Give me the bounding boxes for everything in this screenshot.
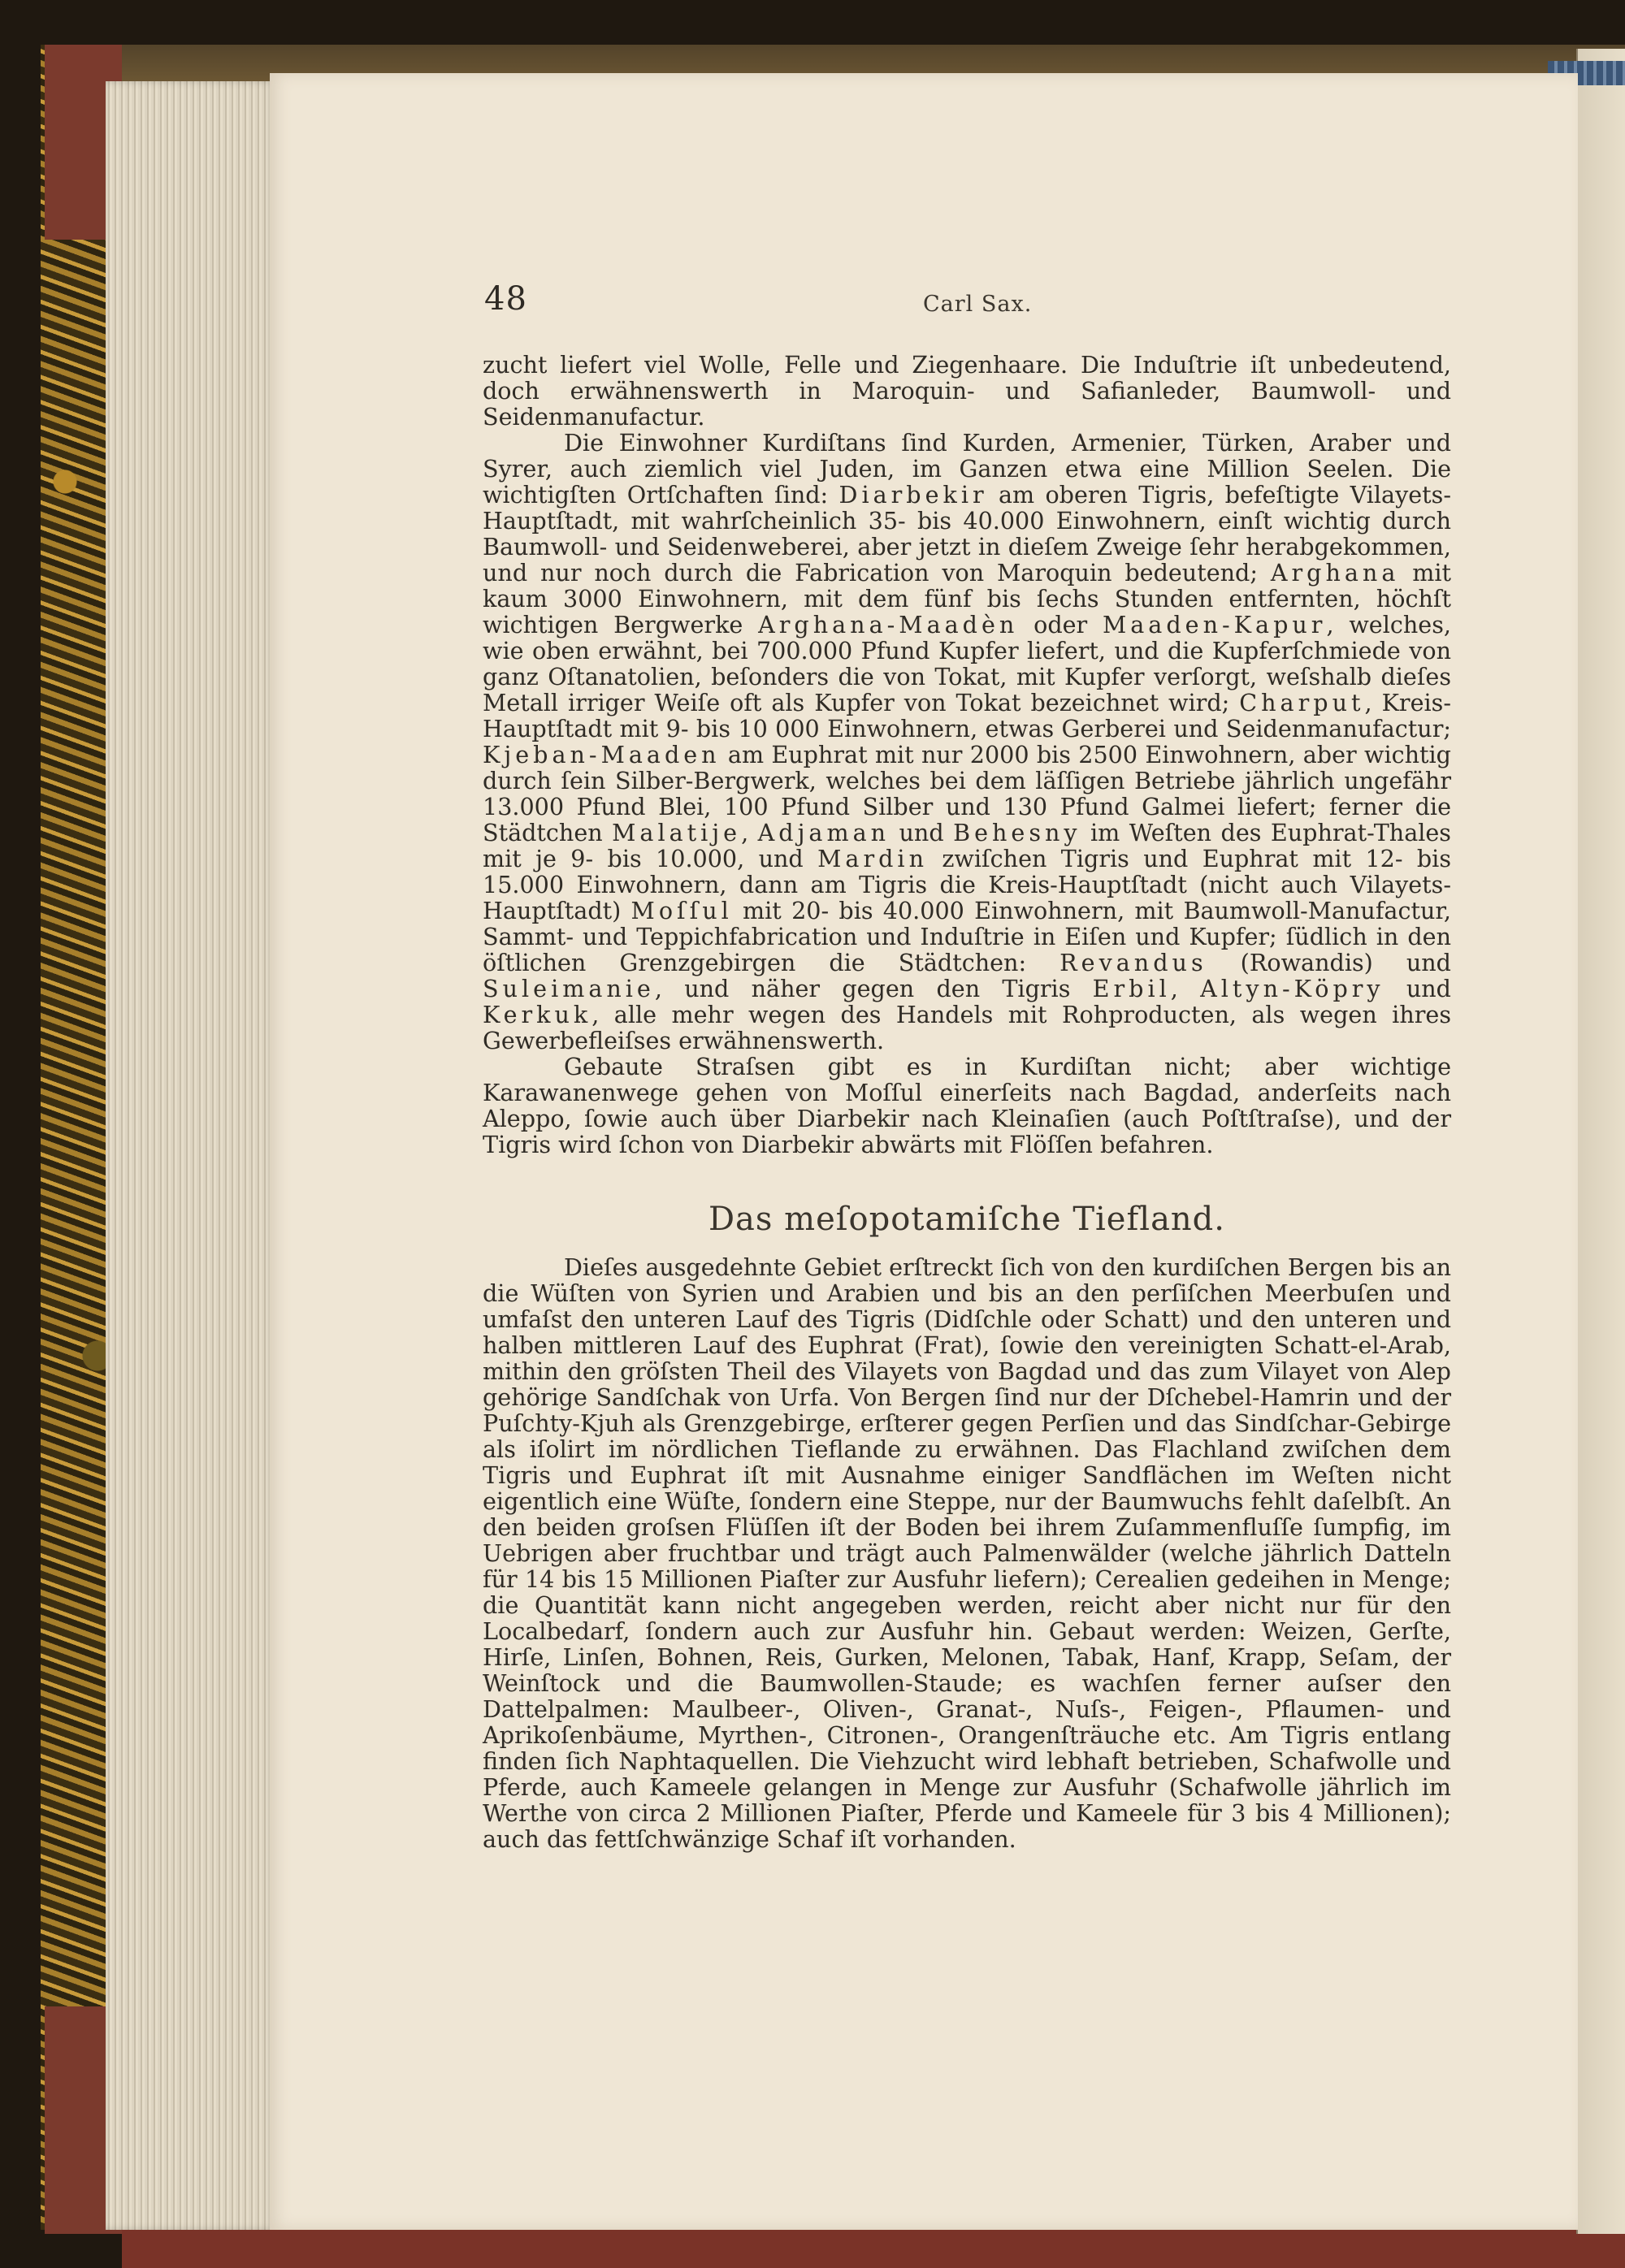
cover-edge-bottom (122, 2226, 1625, 2268)
text-run: (Rowandis) und (1207, 949, 1451, 976)
text-run: mit 20- bis 40.000 Einwohnern, mit Baumwoll-Manufactur, Sammt- und Teppichfabrication und Induſtrie in Eiſen und Kupfer; ſüdlich in den öſtlichen Grenzgebirgen die Städtchen: (483, 897, 1451, 976)
place-name: Kerkuk (483, 1001, 592, 1028)
page-header (484, 280, 1464, 321)
text-run: , und näher gegen den Tigris (654, 975, 1093, 1002)
place-name: Suleimanie (483, 975, 655, 1002)
place-name: Moſſul (630, 897, 733, 924)
paragraph (483, 1254, 1451, 1852)
text-run: zucht liefert viel Wolle, Felle und Ziegenhaare. Die Induſtrie iſt unbedeutend, doch erwähnenswerth in Maroquin- und Safianleder, Baumwoll- und Seidenmanufactur. (483, 351, 1451, 431)
text-run: mit kaum 3000 Einwohnern, mit dem fünf bis ſechs Stunden entfernten, höchſt wichtigen Bergwerke (483, 559, 1452, 638)
text-run: oder (1018, 611, 1103, 638)
running-head: Carl Sax. (923, 292, 1033, 317)
text-run: Die Einwohner Kurdiſtans ſind Kurden, Armenier, Türken, Araber und Syrer, auch ziemlich viel Juden, im Ganzen etwa eine Million Seelen. Die wichtigſten Ortſchaften ſind: (483, 429, 1451, 509)
page-number: 48 (484, 280, 527, 318)
facing-page-edge (1576, 49, 1625, 2234)
place-name: Maaden-Kapur (1102, 611, 1327, 638)
text-run: Dieſes ausgedehnte Gebiet erſtreckt ſich von den kurdiſchen Bergen bis an die Wüſten von Syrien und Arabien und bis an den perſiſchen Meerbuſen und umfaſst den unteren Lauf des Tigris (Didſchle oder Schatt) und den unteren und halben mittleren Lauf des Euphrat (Frat), ſowie den vereinigten Schatt-el-Arab, mithin den gröſsten Theil des Vilayets von Bagdad und das zum Vilayet von Alep gehörige Sandſchak von Urfa. Von Bergen ſind nur der Dſchebel-Hamrin und der Puſchty-Kjuh als Grenzgebirge, erſterer gegen Perſien und das Sindſchar-Gebirge als iſolirt im nördlichen Tieflande zu erwähnen. Das Flachland zwiſchen dem Tigris und Euphrat iſt mit Ausnahme einiger Sandflächen im Weſten nicht eigentlich eine Wüſte, ſondern eine Steppe, nur der Baumwuchs fehlt daſelbſt. An den beiden groſsen Flüſſen iſt der Boden bei ihrem Zuſammenfluſſe ſumpfig, im Uebrigen aber fruchtbar und trägt auch Palmenwälder (welche jährlich Datteln für 14 bis 15 Millionen Piaſter zur Ausfuhr liefern); Cerealien gedeihen in Menge; die Quantität kann nicht angegeben werden, reicht aber nicht nur für den Localbedarf, ſondern auch zur Ausfuhr hin. Gebaut werden: Weizen, Gerſte, Hirſe, Linſen, Bohnen, Reis, Gurken, Melonen, Tabak, Hanf, Krapp, Seſam, der Weinſtock und die Baumwollen-Staude; es wachſen ferner auſser den Dattelpalmen: Maulbeer-, Oliven-, Granat-, Nuſs-, Feigen-, Pflaumen- und Aprikoſenbäume, Myrthen-, Citronen-, Orangenſträuche etc. Am Tigris entlang finden ſich Naphtaquellen. Die Viehzucht wird lebhaft betrieben, Schafwolle und Pferde, auch Kameele gelangen in Menge zur Ausfuhr (Schafwolle jährlich im Werthe von circa 2 Millionen Piaſter, Pferde und Kameele für 3 bis 4 Millionen); auch das fettſchwänzige Schaf iſt vorhanden. (483, 1253, 1451, 1853)
place-name: Mardin (817, 845, 928, 872)
place-name: Kjeban-Maaden (483, 741, 721, 768)
text-run: und (1384, 975, 1451, 1002)
text-run: , alle mehr wegen des Handels mit Rohproducten, als wegen ihres Gewerbefleiſses erwähnenswerth. (483, 1001, 1451, 1054)
text-run: , Kreis-Hauptſtadt mit 9- bis 10 000 Einwohnern, etwas Gerberei und Seidenmanufactur; (483, 689, 1451, 742)
page-stack-edge (106, 81, 276, 2230)
place-name: Diarbekir (838, 481, 988, 509)
place-name: Erbil (1092, 975, 1171, 1002)
text-run: im Weſten des Euphrat-Thales mit je 9- bis 10.000, und (483, 819, 1451, 872)
text-run: am oberen Tigris, befeſtigte Vilayets-Hauptſtadt, mit wahrſcheinlich 35- bis 40.000 Einwohnern, einſt wichtig durch Baumwoll- und Seidenweberei, aber jetzt in dieſem Zweige ſehr herabgekommen, und nur noch durch die Fabrication von Maroquin bedeutend; (483, 481, 1452, 586)
paragraph (483, 352, 1451, 430)
text-run: und (890, 819, 954, 846)
section-mesopotamia-text (483, 1254, 1451, 1852)
text-run: , (1170, 975, 1201, 1002)
paragraph (483, 430, 1451, 1054)
place-name: Charput (1239, 689, 1365, 716)
place-name: Revandus (1060, 949, 1207, 976)
place-name: Arghana (1270, 559, 1400, 586)
place-name: Altyn-Köpry (1200, 975, 1384, 1002)
section-heading: Das meſopotamiſche Tiefland. (708, 1201, 1225, 1238)
text-run: zwiſchen Tigris und Euphrat mit 12- bis 15.000 Einwohnern, dann am Tigris die Kreis-Hauptſtadt (nicht auch Vilayets-Hauptſtadt) (483, 845, 1452, 924)
text-run: , (741, 819, 758, 846)
text-run: am Euphrat mit nur 2000 bis 2500 Einwohnern, aber wichtig durch ſein Silber-Bergwerk, welches bei dem läſſigen Betriebe jährlich ungefähr 13.000 Pfund Blei, 100 Pfund Silber und 130 Pfund Galmei liefert; ferner die Städtchen (483, 741, 1451, 846)
text-run: , welches, wie oben erwähnt, bei 700.000 Pfund Kupfer liefert, und die Kupferſchmiede von ganz Oſtanatolien, beſonders die von Tokat, mit Kupfer verſorgt, weſshalb dieſes Metall irriger Weiſe oft als Kupfer von Tokat bezeichnet wird; (483, 611, 1451, 716)
paragraph (483, 1054, 1451, 1158)
place-name: Behesny (953, 819, 1081, 846)
place-name: Arghana-Maadèn (758, 611, 1019, 638)
place-name: Adjaman (757, 819, 890, 846)
section-kurdistan-text (483, 352, 1451, 1158)
place-name: Malatije (612, 819, 742, 846)
text-run: Gebaute Straſsen gibt es in Kurdiſtan nicht; aber wichtige Karawanenwege gehen von Moſſul einerſeits nach Bagdad, anderſeits nach Aleppo, ſowie auch über Diarbekir nach Kleinaſien (auch Poſtſtraſse), und der Tigris wird ſchon von Diarbekir abwärts mit Flöſſen befahren. (483, 1053, 1451, 1158)
